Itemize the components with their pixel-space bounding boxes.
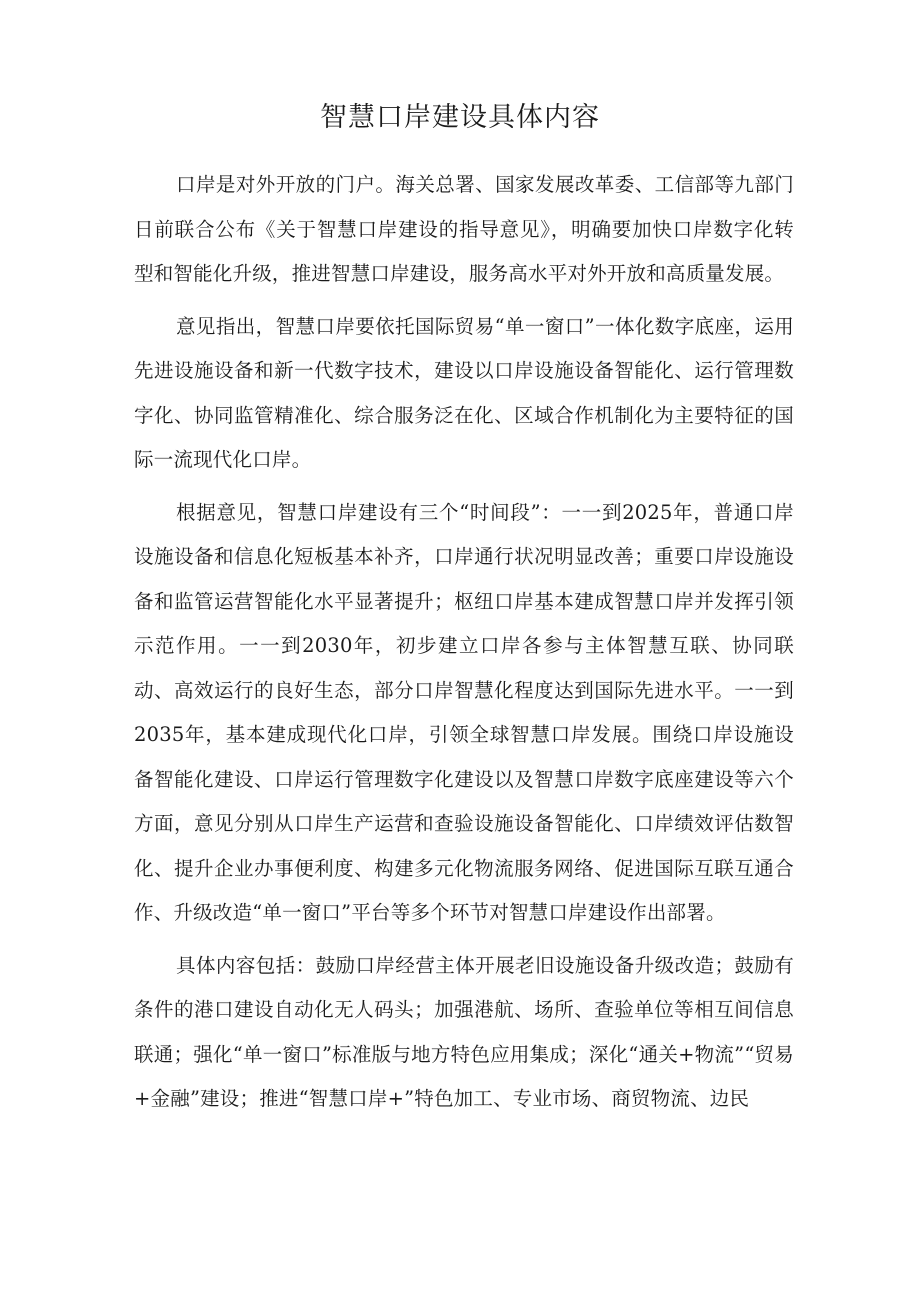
document-title: 智慧口岸建设具体内容 xyxy=(320,102,600,133)
paragraph-specifics: 具体内容包括：鼓励口岸经营主体开展老旧设施设备升级改造；鼓励有条件的港口建设自动化无人码头；加强港航、场所、查验单位等相互间信息联通；强化“单一窗口”标准版与地方特色应用集成；深化“通关+物流”“贸易+金融”建设；推进“智慧口岸+”特色加工、专业市场、商贸物流、边民 xyxy=(134,953,794,1110)
paragraph-opinion: 意见指出，智慧口岸要依托国际贸易“单一窗口”一体化数字底座，运用先进设施设备和新一代数字技术，建设以口岸设施设备智能化、运行管理数字化、协同监管精准化、综合服务泛在化、区域合作机制化为主要特征的国际一流现代化口岸。 xyxy=(134,314,794,471)
paragraph-timeline: 根据意见，智慧口岸建设有三个“时间段”：一一到2025年，普通口岸设施设备和信息化短板基本补齐，口岸通行状况明显改善；重要口岸设施设备和监管运营智能化水平显著提升；枢纽口岸基本建成智慧口岸并发挥引领示范作用。一一到2030年，初步建立口岸各参与主体智慧互联、协同联动、高效运行的良好生态，部分口岸智慧化程度达到国际先进水平。一一到2035年，基本建成现代化口岸，引领全球智慧口岸发展。围绕口岸设施设备智能化建设、口岸运行管理数字化建设以及智慧口岸数字底座建设等六个方面，意见分别从口岸生产运营和查验设施设备智能化、口岸绩效评估数智化、提升企业办事便利度、构建多元化物流服务网络、促进国际互联互通合作、升级改造“单一窗口”平台等多个环节对智慧口岸建设作出部署。 xyxy=(134,500,794,924)
document-body xyxy=(134,163,794,1130)
paragraph-intro: 口岸是对外开放的门户。海关总署、国家发展改革委、工信部等九部门日前联合公布《关于智慧口岸建设的指导意见》，明确要加快口岸数字化转型和智能化升级，推进智慧口岸建设，服务高水平对外开放和高质量发展。 xyxy=(134,173,794,285)
